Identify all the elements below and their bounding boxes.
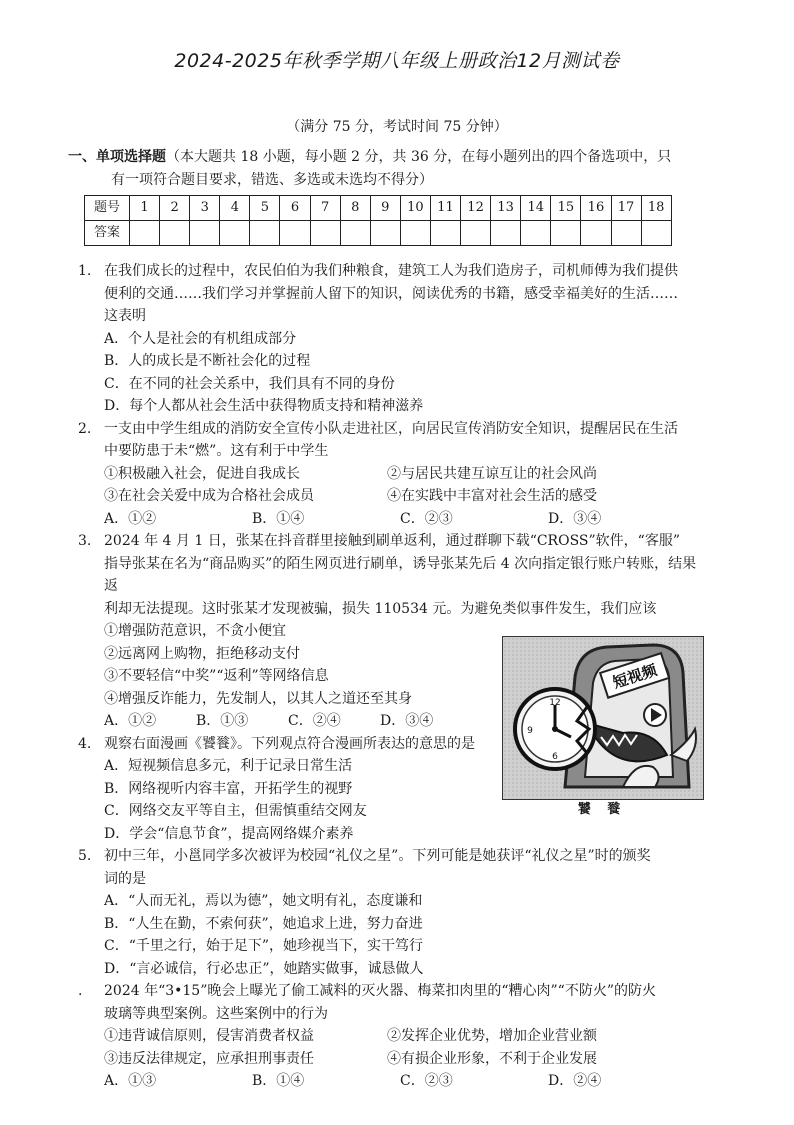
answer-cell[interactable] bbox=[491, 221, 521, 246]
option-b[interactable]: B．①④ bbox=[252, 1073, 305, 1089]
question-number: 3. bbox=[78, 533, 92, 549]
exam-subtitle: （满分 75 分，考试时间 75 分钟） bbox=[286, 119, 508, 135]
option-d[interactable]: D．③④ bbox=[380, 713, 434, 729]
option-b[interactable]: B．①③ bbox=[196, 713, 249, 729]
answer-cell[interactable] bbox=[641, 221, 671, 246]
question-stem: 指导张某在名为“商品购买”的陌生网页进行刷单，诱导张某先后 4 次向指定银行账户转账，结果返 bbox=[104, 555, 697, 594]
number-cell: 11 bbox=[430, 196, 460, 221]
answer-cell[interactable] bbox=[190, 221, 220, 246]
statement-1: ①积极融入社会，促进自我成长 bbox=[104, 465, 300, 482]
question-stem: 这表明 bbox=[104, 308, 146, 324]
statement-3: ③在社会关爱中成为合格社会成员 bbox=[104, 488, 314, 504]
question-stem: 2024 年 4 月 1 日，张某在抖音群里接触到刷单返利，通过群聊下载“CROSS”软件，“客服” bbox=[104, 533, 680, 549]
number-cell: 12 bbox=[461, 196, 491, 221]
option-b[interactable]: B．①④ bbox=[252, 510, 305, 527]
answer-cell[interactable] bbox=[160, 221, 190, 246]
question-stem: 便利的交通……我们学习并掌握前人留下的知识，阅读优秀的书籍，感受幸福美好的生活…… bbox=[104, 285, 678, 302]
option-c[interactable]: C．网络交友平等自主，但需慎重结交网友 bbox=[104, 803, 367, 819]
option-c[interactable]: C．②③ bbox=[400, 1073, 453, 1089]
statement-2: ②与居民共建互谅互让的社会风尚 bbox=[387, 465, 597, 482]
section-desc-line2: 有一项符合题目要求，错选、多选或未选均不得分） bbox=[111, 171, 433, 188]
cartoon-illustration bbox=[502, 636, 704, 800]
row-label-number: 题号 bbox=[85, 196, 130, 221]
question-2 bbox=[78, 418, 708, 531]
answer-table-number-row bbox=[85, 196, 672, 221]
answer-cell[interactable] bbox=[581, 221, 611, 246]
number-cell: 4 bbox=[220, 196, 250, 221]
question-1 bbox=[78, 260, 708, 418]
statement-3: ③违反法律规定，应承担刑事责任 bbox=[104, 1050, 314, 1067]
question-stem: 词的是 bbox=[104, 870, 146, 887]
statement-row bbox=[78, 463, 708, 486]
question-number: 4. bbox=[78, 735, 92, 752]
option-a[interactable]: A．①② bbox=[104, 510, 157, 527]
question-6 bbox=[78, 980, 708, 1093]
number-cell: 10 bbox=[400, 196, 430, 221]
question-stem: 利却无法提现。这时张某才发现被骗，损失 110534 元。为避免类似事件发生，我们应该 bbox=[104, 600, 657, 617]
number-cell: 9 bbox=[370, 196, 400, 221]
statement-3: ③不要轻信“中奖”“返利”等网络信息 bbox=[104, 668, 329, 684]
option-d[interactable]: D．每个人都从社会生活中获得物质支持和精神滋养 bbox=[104, 398, 424, 414]
answer-cell[interactable] bbox=[551, 221, 581, 246]
question-stem: 初中三年，小邕同学多次被评为校园“礼仪之星”。下列可能是她获评“礼仪之星”时的颁奖 bbox=[104, 848, 651, 864]
number-cell: 1 bbox=[130, 196, 160, 221]
question-5 bbox=[78, 845, 708, 980]
section-header bbox=[68, 146, 708, 191]
option-b[interactable]: B．人的成长是不断社会化的过程 bbox=[104, 353, 311, 369]
question-stem: 在我们成长的过程中，农民伯伯为我们种粮食，建筑工人为我们造房子，司机师傅为我们提供 bbox=[104, 263, 678, 279]
number-cell: 16 bbox=[581, 196, 611, 221]
question-stem: 观察右面漫画《饕餮》。下列观点符合漫画所表达的意思的是 bbox=[104, 735, 475, 752]
svg-text:6: 6 bbox=[552, 752, 558, 762]
option-d[interactable]: D．③④ bbox=[548, 510, 602, 527]
question-stem: 玻璃等典型案例。这些案例中的行为 bbox=[104, 1005, 328, 1022]
option-a[interactable]: A．短视频信息多元，利于记录日常生活 bbox=[104, 758, 353, 774]
option-b[interactable]: B．网络视听内容丰富，开拓学生的视野 bbox=[104, 780, 353, 797]
statement-2: ②远离网上购物，拒绝移动支付 bbox=[104, 645, 300, 662]
option-d[interactable]: D．“言必诚信，行必忠正”，她踏实做事，诚恳做人 bbox=[104, 960, 424, 977]
number-cell: 5 bbox=[250, 196, 280, 221]
answer-cell[interactable] bbox=[340, 221, 370, 246]
question-number: 1. bbox=[78, 263, 92, 279]
answer-cell[interactable] bbox=[280, 221, 310, 246]
number-cell: 2 bbox=[160, 196, 190, 221]
question-stem: 一支由中学生组成的消防安全宣传小队走进社区，向居民宣传消防安全知识，提醒居民在生活 bbox=[104, 420, 678, 437]
option-row bbox=[78, 508, 708, 531]
statement-4: ④在实践中丰富对社会生活的感受 bbox=[387, 488, 597, 504]
row-label-answer: 答案 bbox=[85, 221, 130, 246]
option-b[interactable]: B．“人生在勤，不索何获”，她追求上进，努力奋进 bbox=[104, 915, 423, 932]
cartoon-drawing bbox=[503, 637, 703, 799]
answer-cell[interactable] bbox=[130, 221, 160, 246]
clock-icon bbox=[515, 689, 595, 769]
answer-cell[interactable] bbox=[461, 221, 491, 246]
number-cell: 17 bbox=[611, 196, 641, 221]
answer-cell[interactable] bbox=[370, 221, 400, 246]
option-c[interactable]: C．②④ bbox=[288, 713, 341, 729]
section-title: 一、单项选择题 bbox=[68, 149, 166, 165]
svg-text:12: 12 bbox=[549, 698, 561, 708]
answer-cell[interactable] bbox=[430, 221, 460, 246]
answer-cell[interactable] bbox=[521, 221, 551, 246]
answer-table bbox=[84, 195, 672, 246]
option-c[interactable]: C．在不同的社会关系中，我们具有不同的身份 bbox=[104, 375, 395, 392]
option-c[interactable]: C．②③ bbox=[400, 510, 453, 527]
statement-row bbox=[78, 485, 708, 508]
question-number: . bbox=[78, 983, 83, 999]
number-cell: 13 bbox=[491, 196, 521, 221]
answer-cell[interactable] bbox=[400, 221, 430, 246]
statement-1: ①违背诚信原则，侵害消费者权益 bbox=[104, 1028, 314, 1044]
number-cell: 18 bbox=[641, 196, 671, 221]
cartoon-caption: 饕 餮 bbox=[577, 802, 627, 817]
statement-row bbox=[78, 1025, 708, 1048]
option-a[interactable]: A．“人而无礼，焉以为德”，她文明有礼，态度谦和 bbox=[104, 893, 423, 909]
answer-table-answer-row bbox=[85, 221, 672, 246]
option-d[interactable]: D．学会“信息节食”，提高网络媒介素养 bbox=[104, 825, 354, 842]
number-cell: 7 bbox=[310, 196, 340, 221]
option-a[interactable]: A．①② bbox=[104, 713, 157, 729]
number-cell: 6 bbox=[280, 196, 310, 221]
answer-cell[interactable] bbox=[220, 221, 250, 246]
section-desc-line1: （本大题共 18 小题，每小题 2 分，共 36 分，在每小题列出的四个备选项中，只 bbox=[166, 149, 672, 165]
exam-title: 2024-2025年秋季学期八年级上册政治12月测试卷 bbox=[174, 50, 620, 72]
question-number: 2. bbox=[78, 420, 92, 437]
statement-4: ④有损企业形象，不利于企业发展 bbox=[387, 1050, 597, 1067]
option-d[interactable]: D．②④ bbox=[548, 1073, 602, 1089]
question-stem: 2024 年“3•15”晚会上曝光了偷工减料的灭火器、梅菜扣肉里的“糟心肉”“不防火”的防火 bbox=[104, 983, 657, 999]
statement-2: ②发挥企业优势，增加企业营业额 bbox=[387, 1028, 597, 1044]
statement-4: ④增强反诈能力，先发制人，以其人之道还至其身 bbox=[104, 690, 412, 707]
answer-cell[interactable] bbox=[310, 221, 340, 246]
number-cell: 3 bbox=[190, 196, 220, 221]
number-cell: 15 bbox=[551, 196, 581, 221]
option-row bbox=[78, 1070, 708, 1093]
option-c[interactable]: C．“千里之行，始于足下”，她珍视当下，实干笃行 bbox=[104, 938, 424, 954]
cartoon-phone-label: 短视频 bbox=[610, 660, 660, 692]
statement-1: ①增强防范意识，不贪小便宜 bbox=[104, 623, 286, 639]
option-a[interactable]: A．个人是社会的有机组成部分 bbox=[104, 330, 297, 347]
option-a[interactable]: A．①③ bbox=[104, 1073, 157, 1089]
number-cell: 8 bbox=[340, 196, 370, 221]
svg-text:9: 9 bbox=[527, 726, 533, 736]
number-cell: 14 bbox=[521, 196, 551, 221]
answer-cell[interactable] bbox=[611, 221, 641, 246]
statement-row bbox=[78, 1048, 708, 1071]
answer-cell[interactable] bbox=[250, 221, 280, 246]
question-stem: 中要防患于未“燃”。这有利于中学生 bbox=[104, 443, 329, 459]
question-number: 5. bbox=[78, 848, 92, 864]
